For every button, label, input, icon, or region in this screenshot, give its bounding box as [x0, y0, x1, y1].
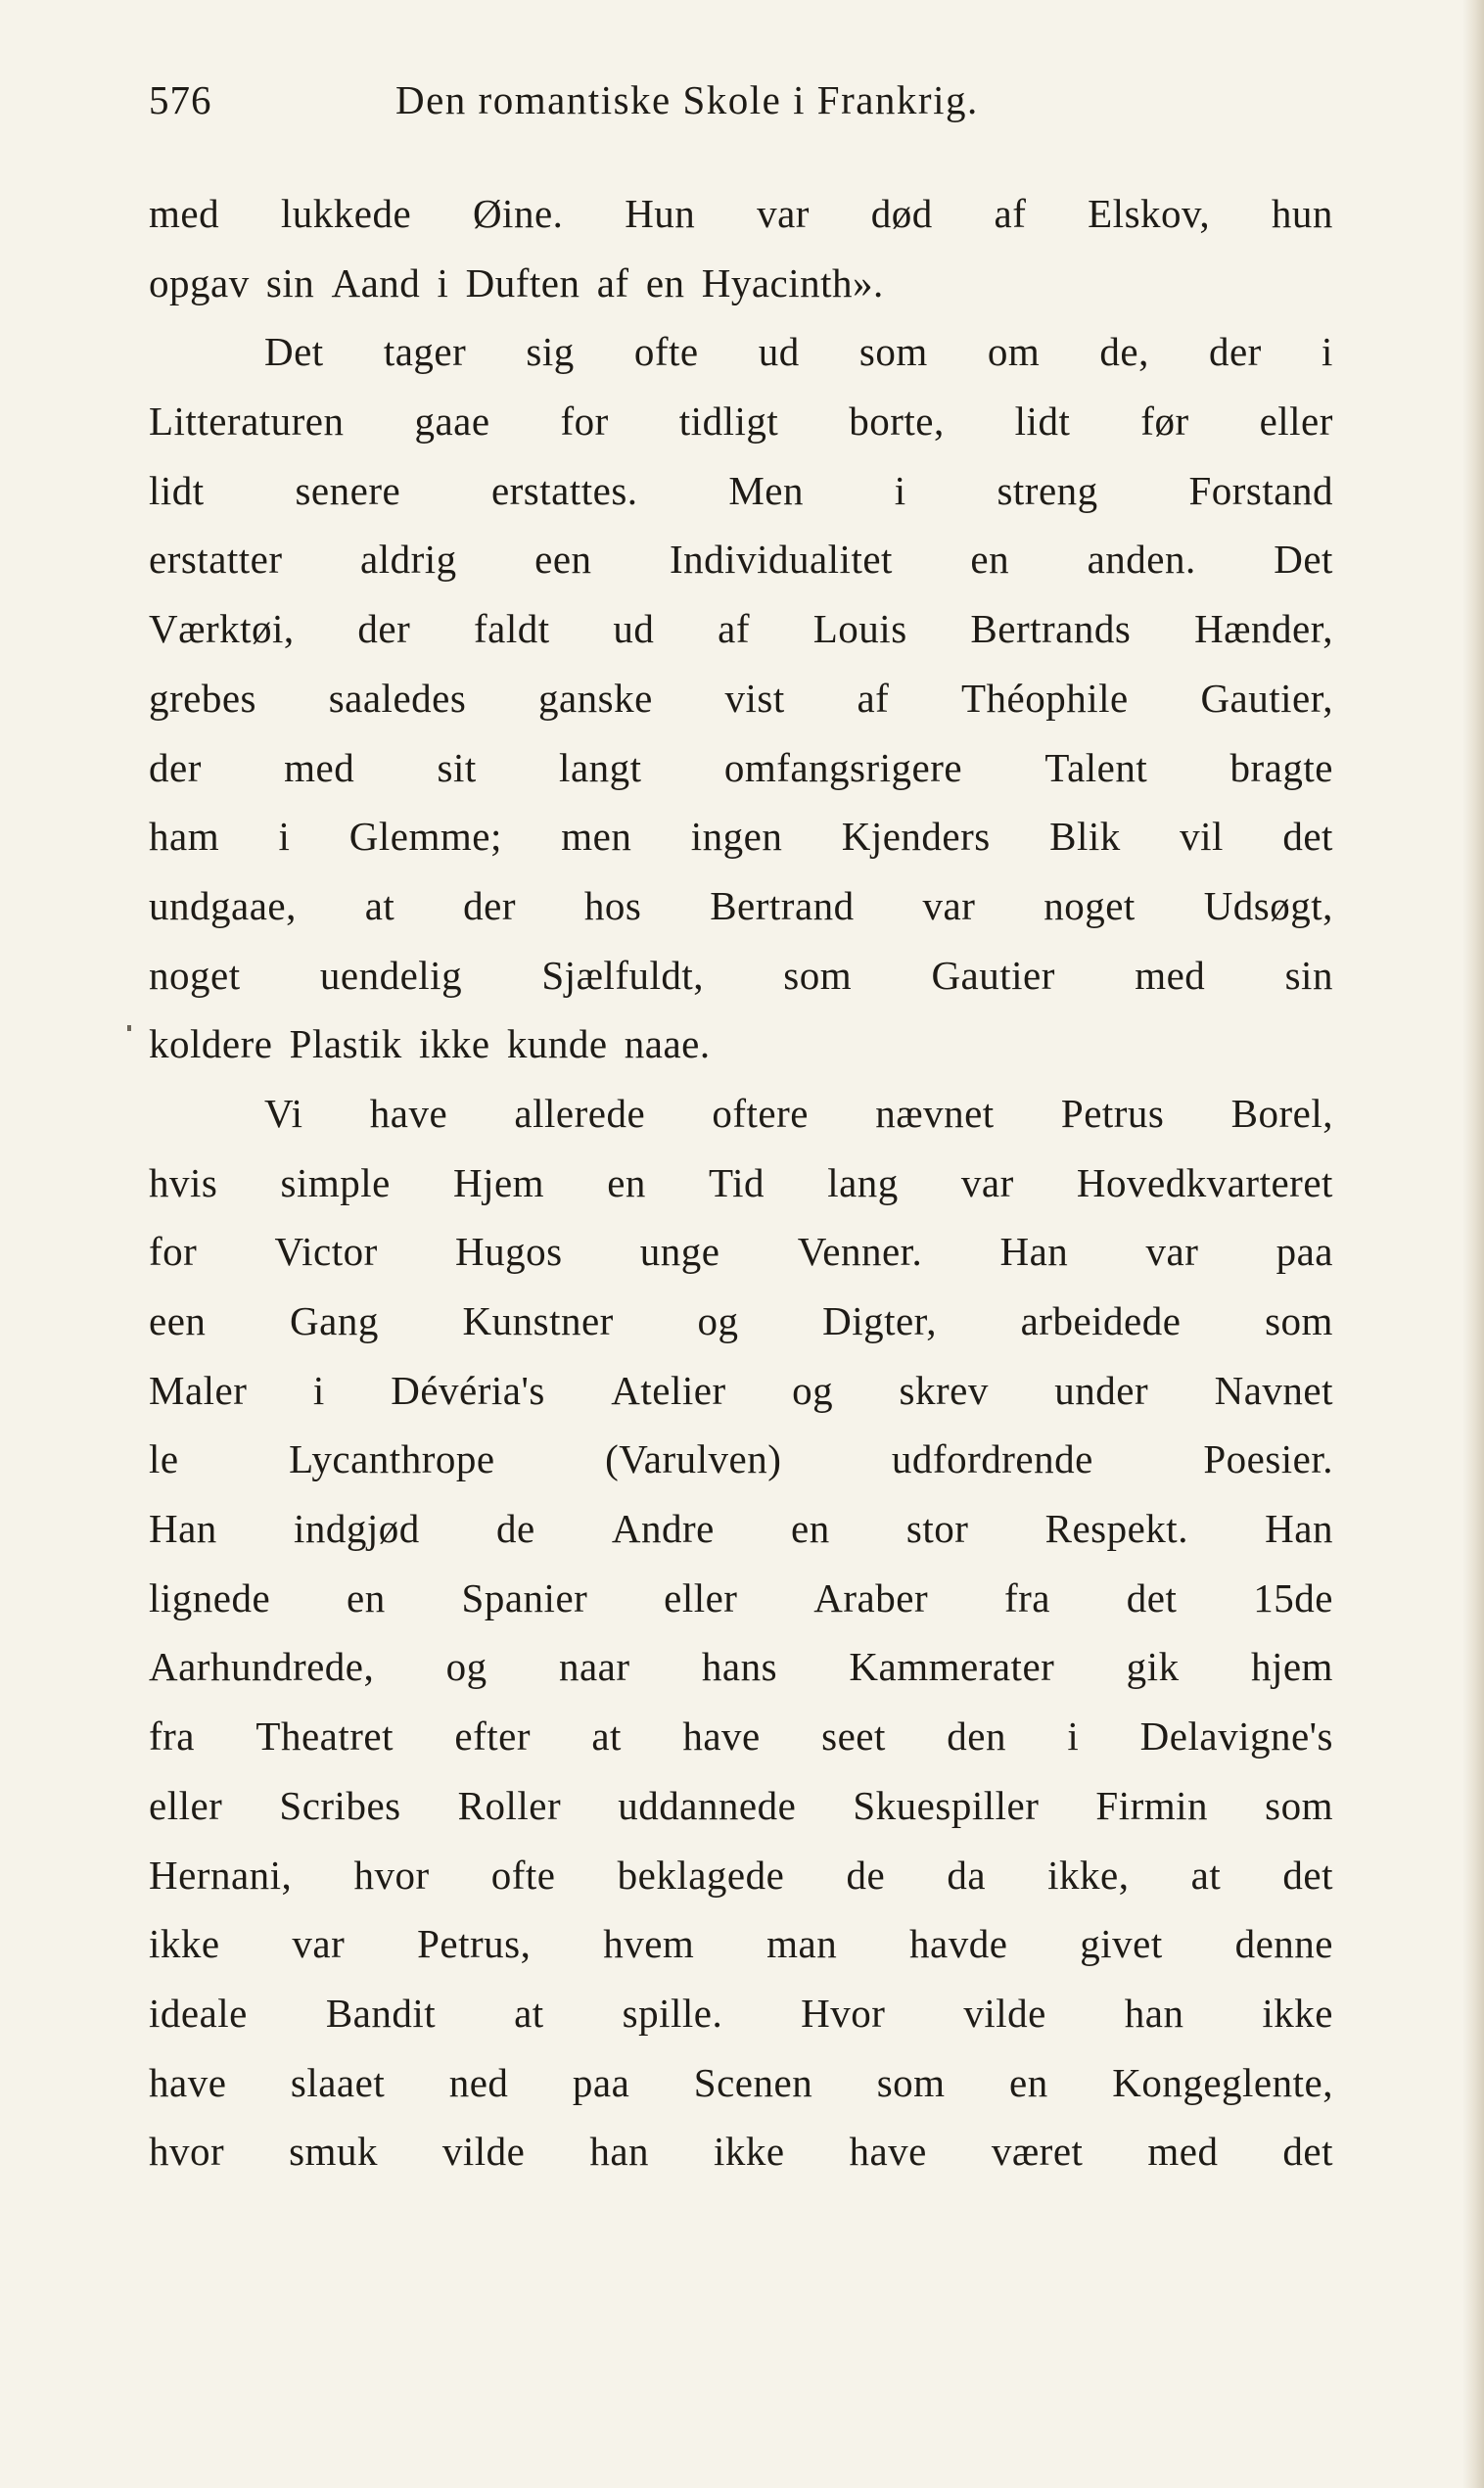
word: have — [849, 2129, 927, 2175]
word: gaae — [414, 399, 490, 445]
word: spille. — [622, 1990, 723, 2036]
word: Hvor — [801, 1990, 886, 2036]
word: stor — [905, 1506, 969, 1552]
word: de, — [1099, 329, 1149, 375]
text-line — [149, 1632, 1333, 1702]
word: at — [1190, 1852, 1222, 1898]
word: af — [857, 675, 890, 721]
word: Han — [1265, 1506, 1333, 1552]
word: nævnet — [875, 1090, 995, 1136]
word: have — [369, 1090, 448, 1136]
word: bragte — [1229, 744, 1333, 790]
word: ikke — [419, 1021, 490, 1067]
text-line — [149, 1009, 1333, 1079]
word: Firmin — [1095, 1782, 1209, 1828]
word: erstattes. — [490, 467, 638, 513]
word: Gang — [290, 1298, 379, 1343]
word: le — [149, 1436, 179, 1482]
word: ofte — [633, 329, 699, 375]
margin-mark — [127, 1025, 131, 1031]
word: med — [1135, 952, 1206, 998]
word: hvor — [149, 2129, 225, 2175]
word: kunde — [506, 1021, 608, 1067]
word: givet — [1080, 1921, 1163, 1967]
word: man — [766, 1921, 838, 1967]
word: ganske — [537, 675, 653, 721]
word: en — [645, 259, 685, 305]
word: Bandit — [325, 1990, 437, 2036]
word: og — [792, 1367, 834, 1413]
word: Duften — [465, 259, 580, 305]
word: men — [561, 814, 632, 860]
word: Atelier — [611, 1367, 726, 1413]
word: denne — [1234, 1921, 1333, 1967]
word: hun — [1271, 191, 1333, 236]
text-line — [149, 317, 1333, 387]
word: af — [596, 259, 629, 305]
word: han — [1124, 1990, 1184, 2036]
word: Aarhundrede, — [149, 1644, 375, 1690]
word: Forstand — [1188, 467, 1333, 513]
word: lidt — [149, 467, 205, 513]
word: uendelig — [319, 952, 463, 998]
word: oftere — [712, 1090, 809, 1136]
word: Lycanthrope — [289, 1436, 495, 1482]
word: Kongeglente, — [1112, 2059, 1333, 2105]
word: under — [1054, 1367, 1149, 1413]
word: eller — [149, 1782, 223, 1828]
word: med — [284, 744, 355, 790]
word: der — [357, 606, 411, 652]
page-number: 576 — [149, 77, 212, 122]
word: Andre — [611, 1506, 715, 1552]
word: Blik — [1049, 814, 1121, 860]
word: Kjenders — [841, 814, 991, 860]
word: grebes — [149, 675, 257, 721]
word: lang — [827, 1159, 899, 1205]
word: for — [149, 1229, 198, 1275]
word: Digter, — [822, 1298, 937, 1343]
word: Delavigne's — [1139, 1713, 1333, 1760]
word: i — [312, 1367, 325, 1413]
word: var — [757, 191, 810, 236]
word: Skuespiller — [853, 1782, 1040, 1828]
word: vil — [1180, 814, 1224, 860]
word: Venner. — [797, 1229, 923, 1275]
word: ud — [758, 329, 800, 375]
word: i — [1321, 329, 1333, 375]
word: Tid — [709, 1159, 765, 1205]
text-line — [149, 1149, 1333, 1218]
word: det — [1282, 2129, 1333, 2175]
word: Poesier. — [1203, 1436, 1333, 1482]
word: i — [278, 814, 291, 860]
word: var — [922, 882, 976, 928]
word: at — [364, 882, 395, 928]
word: da — [947, 1852, 987, 1898]
word: (Varulven) — [605, 1436, 782, 1482]
word: der — [1208, 329, 1262, 375]
word: som — [858, 329, 928, 375]
word: Hjem — [452, 1159, 545, 1205]
word: at — [591, 1713, 622, 1760]
word: langt — [559, 744, 642, 790]
word: Petrus — [1060, 1090, 1165, 1136]
word: 15de — [1253, 1574, 1333, 1620]
text-line — [149, 2048, 1333, 2118]
word: een — [149, 1298, 207, 1343]
word: ingen — [690, 814, 783, 860]
word: en — [347, 1574, 386, 1620]
word: fra — [1003, 1574, 1050, 1620]
word: Spanier — [461, 1574, 588, 1620]
word: Elskov, — [1088, 191, 1211, 236]
word: Hænder, — [1194, 606, 1333, 652]
word: indgjød — [294, 1506, 420, 1552]
body-text — [149, 179, 1333, 2186]
word: noget — [1043, 882, 1136, 928]
word: arbeidede — [1020, 1298, 1182, 1343]
word: paa — [572, 2059, 630, 2105]
page-edge — [1462, 0, 1484, 2488]
text-line — [149, 1287, 1333, 1356]
word: en — [791, 1506, 830, 1552]
word: tager — [383, 329, 467, 375]
word: Hovedkvarteret — [1076, 1159, 1333, 1205]
text-line — [149, 1771, 1333, 1841]
word: med — [1147, 2129, 1219, 2175]
word: som — [876, 2059, 946, 2105]
word: Han — [999, 1229, 1069, 1275]
word: Øine. — [472, 191, 564, 236]
word: Hernani, — [149, 1852, 293, 1898]
word: Det — [264, 329, 324, 375]
word: havde — [909, 1921, 1008, 1967]
word: som — [1265, 1298, 1333, 1343]
text-line — [149, 387, 1333, 456]
word: ofte — [490, 1852, 556, 1898]
word: de — [495, 1506, 535, 1552]
text-line — [149, 1841, 1333, 1910]
word: ham — [149, 814, 220, 860]
word: Maler — [149, 1367, 248, 1413]
word: en — [1009, 2059, 1048, 2105]
word: Scribes — [279, 1782, 401, 1828]
text-line — [149, 1356, 1333, 1426]
word: sin — [1284, 952, 1333, 998]
text-line — [149, 2117, 1333, 2186]
word: det — [1126, 1574, 1178, 1620]
word: koldere — [149, 1021, 273, 1067]
word: Talent — [1044, 744, 1148, 790]
word: gik — [1126, 1644, 1180, 1690]
word: vilde — [963, 1990, 1046, 2036]
text-line — [149, 179, 1333, 249]
word: seet — [821, 1713, 886, 1760]
word: af — [994, 191, 1027, 236]
word: om — [987, 329, 1041, 375]
word: var — [960, 1159, 1014, 1205]
word: der — [149, 744, 202, 790]
word: Theatret — [255, 1713, 394, 1760]
word: der — [463, 882, 517, 928]
word: Plastik — [289, 1021, 402, 1067]
word: Borel, — [1230, 1090, 1333, 1136]
word: Victor — [274, 1229, 378, 1275]
word: Hugos — [455, 1229, 563, 1275]
text-line — [149, 733, 1333, 803]
word: Louis — [812, 606, 907, 652]
word: eller — [1259, 399, 1333, 445]
word: ned — [448, 2059, 509, 2105]
word: vist — [724, 675, 785, 721]
text-line — [149, 249, 1333, 318]
text-line — [149, 1494, 1333, 1564]
word: sig — [526, 329, 575, 375]
word: hjem — [1250, 1644, 1333, 1690]
word: som — [783, 952, 853, 998]
word: ideale — [149, 1990, 248, 2036]
word: været — [991, 2129, 1084, 2175]
word: erstatter — [149, 537, 283, 583]
word: tidligt — [678, 399, 779, 445]
word: i — [437, 259, 449, 305]
word: anden. — [1087, 537, 1196, 583]
word: i — [894, 467, 906, 513]
word: beklagede — [617, 1852, 785, 1898]
word: hos — [583, 882, 642, 928]
word: hans — [701, 1644, 778, 1690]
word: hvem — [603, 1921, 695, 1967]
word: var — [1145, 1229, 1199, 1275]
word: lukkede — [280, 191, 412, 236]
word: fra — [149, 1713, 196, 1760]
word: død — [870, 191, 933, 236]
word: noget — [149, 952, 241, 998]
word: simple — [280, 1159, 391, 1205]
word: Respekt. — [1044, 1506, 1188, 1552]
word: borte, — [849, 399, 945, 445]
word: uddannede — [618, 1782, 797, 1828]
word: ikke, — [1047, 1852, 1130, 1898]
text-line — [149, 1909, 1333, 1979]
word: Vi — [264, 1090, 303, 1136]
word: han — [589, 2129, 650, 2175]
word: Men — [728, 467, 804, 513]
word: af — [718, 606, 751, 652]
text-line — [149, 525, 1333, 594]
word: Kunstner — [462, 1298, 614, 1343]
word: var — [292, 1921, 346, 1967]
word: Sjælfuldt, — [541, 952, 704, 998]
word: aldrig — [360, 537, 457, 583]
word: Bertrand — [710, 882, 855, 928]
word: en — [970, 537, 1010, 583]
word: ud — [613, 606, 655, 652]
word: Han — [149, 1506, 217, 1552]
word: ikke — [1262, 1990, 1333, 2036]
word: det — [1282, 814, 1333, 860]
word: Scenen — [693, 2059, 813, 2105]
word: een — [534, 537, 592, 583]
word: den — [947, 1713, 1006, 1760]
word: at — [514, 1990, 544, 2036]
word: Gautier, — [1200, 675, 1333, 721]
text-line — [149, 594, 1333, 664]
text-line — [149, 1079, 1333, 1149]
text-line — [149, 871, 1333, 941]
word: slaaet — [290, 2059, 386, 2105]
text-line — [149, 664, 1333, 733]
word: lignede — [149, 1574, 271, 1620]
word: vilde — [441, 2129, 526, 2175]
word: Hyacinth». — [701, 259, 884, 305]
word: Kammerater — [849, 1644, 1055, 1690]
word: Litteraturen — [149, 399, 345, 445]
word: Aand — [331, 259, 421, 305]
running-head — [149, 76, 1333, 125]
word: med — [149, 191, 220, 236]
word: Navnet — [1214, 1367, 1333, 1413]
word: før — [1140, 399, 1189, 445]
word: allerede — [514, 1090, 646, 1136]
word: Théophile — [961, 675, 1129, 721]
word: Gautier — [931, 952, 1055, 998]
text-line — [149, 1979, 1333, 2048]
word: omfangsrigere — [723, 744, 963, 790]
word: Individualitet — [670, 537, 893, 583]
text-line — [149, 1425, 1333, 1494]
text-line — [149, 1564, 1333, 1633]
text-line — [149, 456, 1333, 526]
word: faldt — [474, 606, 550, 652]
running-title: Den romantiske Skole i Frankrig. — [395, 77, 979, 122]
text-line — [149, 941, 1333, 1010]
word: ikke — [149, 1921, 220, 1967]
word: de — [846, 1852, 886, 1898]
word: Roller — [457, 1782, 562, 1828]
word: skrev — [899, 1367, 989, 1413]
word: Det — [1274, 537, 1333, 583]
word: efter — [454, 1713, 531, 1760]
word: Værktøi, — [149, 606, 295, 652]
word: Petrus, — [417, 1921, 532, 1967]
word: naae. — [624, 1021, 711, 1067]
word: smuk — [289, 2129, 378, 2175]
word: Bertrands — [970, 606, 1132, 652]
text-line — [149, 1702, 1333, 1771]
word: som — [1265, 1782, 1333, 1828]
word: en — [607, 1159, 646, 1205]
word: senere — [295, 467, 401, 513]
word: for — [560, 399, 609, 445]
word: have — [149, 2059, 227, 2105]
word: Araber — [813, 1574, 929, 1620]
word: have — [682, 1713, 761, 1760]
word: det — [1282, 1852, 1333, 1898]
word: Udsøgt, — [1203, 882, 1333, 928]
word: sit — [437, 744, 477, 790]
word: Glemme; — [348, 814, 502, 860]
word: eller — [664, 1574, 738, 1620]
word: naar — [558, 1644, 630, 1690]
word: og — [697, 1298, 739, 1343]
word: opgav — [149, 259, 250, 305]
word: hvis — [149, 1159, 218, 1205]
word: paa — [1275, 1229, 1333, 1275]
text-line — [149, 1217, 1333, 1287]
word: lidt — [1014, 399, 1071, 445]
word: ikke — [713, 2129, 785, 2175]
word: saaledes — [328, 675, 467, 721]
word: Hun — [625, 191, 696, 236]
word: hvor — [353, 1852, 430, 1898]
word: undgaae, — [149, 882, 297, 928]
word: unge — [639, 1229, 720, 1275]
word: udfordrende — [891, 1436, 1093, 1482]
word: sin — [265, 259, 315, 305]
word: og — [445, 1644, 487, 1690]
word: Dévéria's — [391, 1367, 545, 1413]
word: i — [1067, 1713, 1080, 1760]
text-line — [149, 802, 1333, 871]
word: streng — [997, 467, 1098, 513]
